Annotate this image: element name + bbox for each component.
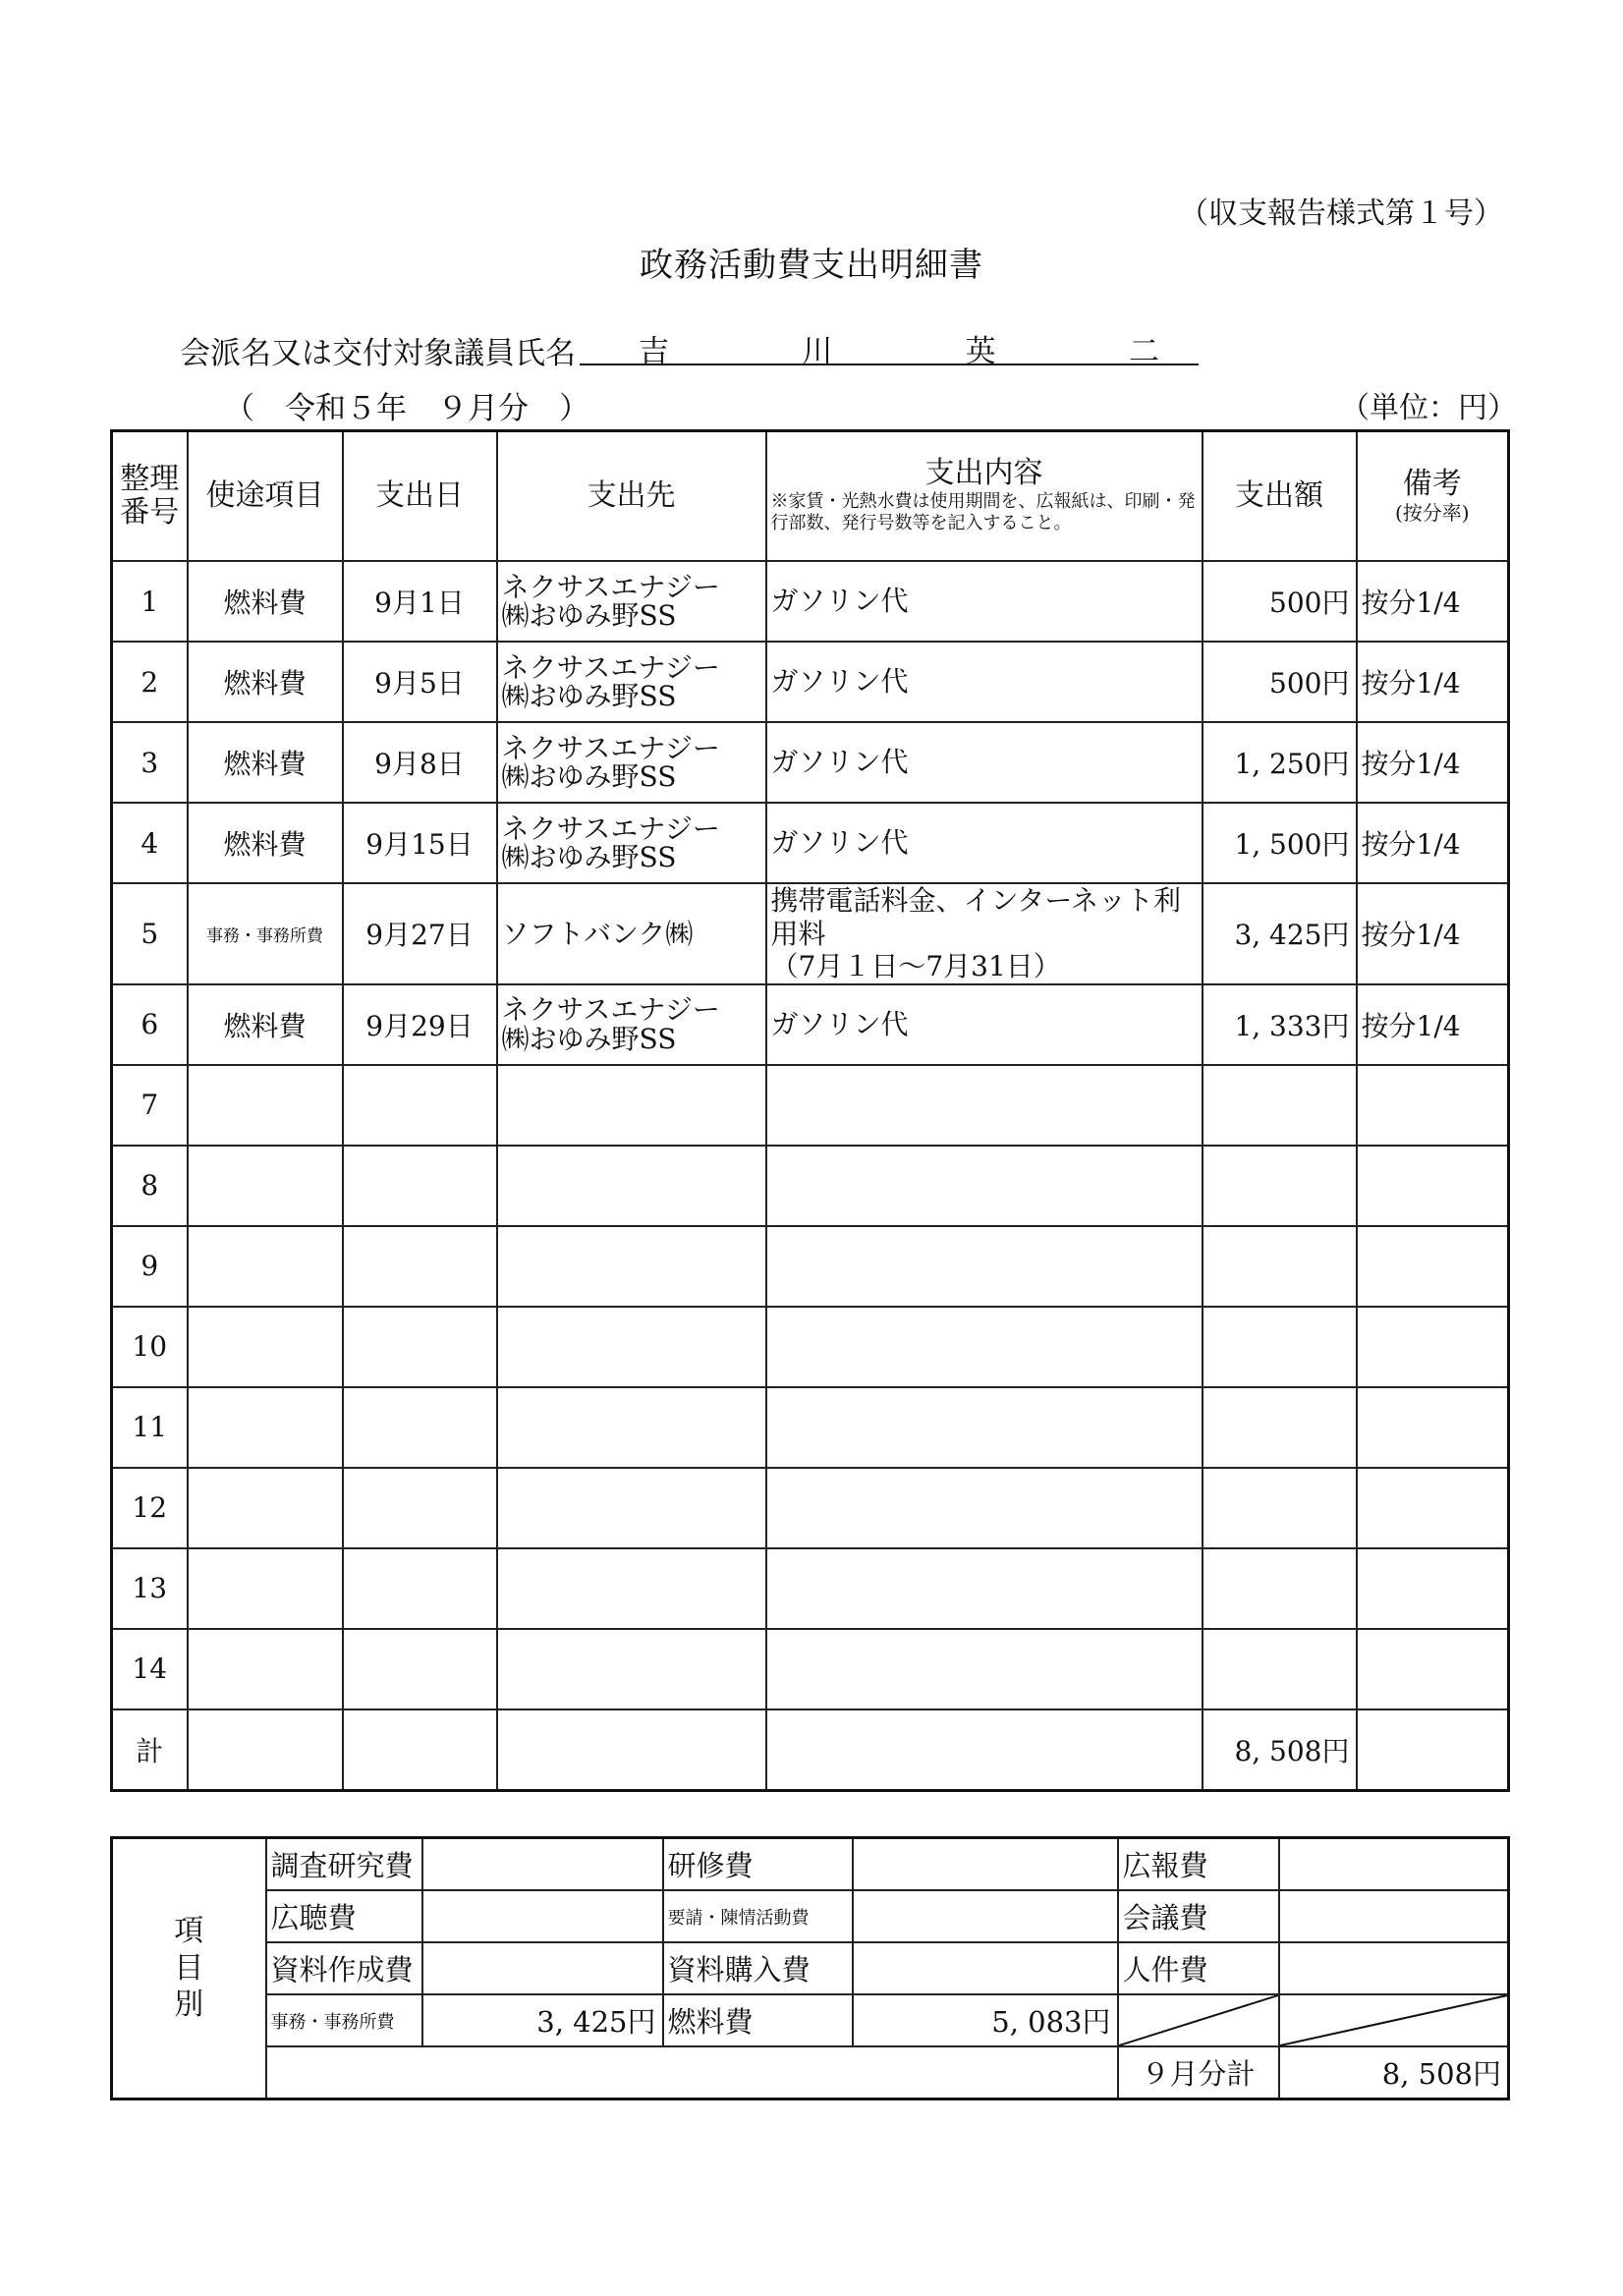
table-row: [112, 561, 1509, 642]
row-note: [1357, 1468, 1509, 1548]
row-note: 按分1/4: [1357, 883, 1509, 984]
research-value: [422, 1838, 663, 1891]
row-date: 9月1日: [343, 561, 497, 642]
row-description: [766, 883, 1203, 984]
row-category: [188, 1226, 343, 1307]
row-date: [343, 1548, 497, 1629]
header-description-title: 支出内容: [924, 456, 1043, 491]
row-amount: [1203, 1307, 1357, 1387]
member-name-char: 二: [1128, 334, 1159, 369]
row-description: [766, 561, 1203, 642]
header-description: [766, 431, 1203, 562]
row-date: [343, 1387, 497, 1468]
expense-table: [110, 429, 1510, 1792]
publicity-value: [1279, 1838, 1509, 1891]
empty-cell: [343, 1709, 497, 1791]
row-note: 按分1/4: [1357, 642, 1509, 722]
unit-label: （単位：円）: [1340, 391, 1517, 425]
table-row: [112, 1548, 1509, 1629]
row-amount: [1203, 1548, 1357, 1629]
table-row: [112, 1146, 1509, 1226]
form-number: （収支報告様式第１号）: [1179, 196, 1503, 231]
header-description-note: ※家賃・光熱水費は使用期間を、広報紙は、印刷・発行部数、発行号数等を記入すること。: [770, 490, 1196, 534]
row-description: [766, 1065, 1203, 1146]
side-char: 目: [174, 1950, 204, 1986]
empty-cell: [1357, 1709, 1509, 1791]
side-char: 項: [174, 1914, 204, 1949]
table-header-row: [112, 431, 1509, 562]
row-category: [188, 1307, 343, 1387]
row-date: 9月5日: [343, 642, 497, 722]
row-note: 按分1/4: [1357, 722, 1509, 803]
empty-cell: [188, 1709, 343, 1791]
row-no: 7: [112, 1065, 188, 1146]
row-note: [1357, 1629, 1509, 1709]
document-title: 政務活動費支出明細書: [640, 246, 983, 285]
total-label: 計: [112, 1709, 188, 1791]
description-line-2: （7月１日～7月31日）: [770, 950, 1061, 983]
row-note: [1357, 1387, 1509, 1468]
row-category: 燃料費: [188, 722, 343, 803]
hearing-label: 広聴費: [266, 1890, 422, 1942]
summary-blank: [266, 2046, 1118, 2100]
row-date: [343, 1629, 497, 1709]
row-no: 6: [112, 984, 188, 1065]
member-name-char: 英: [965, 334, 996, 369]
meeting-label: 会議費: [1118, 1890, 1279, 1942]
row-payee: [497, 561, 766, 642]
table-row: [112, 984, 1509, 1065]
row-payee: [497, 642, 766, 722]
row-amount: 3, 425円: [1203, 883, 1357, 984]
row-date: [343, 1468, 497, 1548]
row-description: [766, 1468, 1203, 1548]
row-payee: [497, 1307, 766, 1387]
row-no: 10: [112, 1307, 188, 1387]
row-amount: 1, 250円: [1203, 722, 1357, 803]
row-description: [766, 1548, 1203, 1629]
row-amount: 500円: [1203, 642, 1357, 722]
table-row: [112, 1226, 1509, 1307]
row-amount: 1, 500円: [1203, 803, 1357, 883]
table-row: [112, 883, 1509, 984]
row-note: 按分1/4: [1357, 803, 1509, 883]
research-label: 調査研究費: [266, 1838, 422, 1891]
row-payee: [497, 1065, 766, 1146]
fuel-label: 燃料費: [663, 1994, 853, 2046]
table-row: [112, 1065, 1509, 1146]
row-date: [343, 1226, 497, 1307]
description-line-1: 携帯電話料金、インターネット利用料: [770, 884, 1181, 950]
payee-line-2: ㈱おゆみ野SS: [501, 841, 677, 873]
row-amount: [1203, 1065, 1357, 1146]
total-row: [112, 1709, 1509, 1791]
row-description: [766, 1629, 1203, 1709]
personnel-label: 人件費: [1118, 1942, 1279, 1994]
office-value: 3, 425円: [422, 1994, 663, 2046]
row-category: [188, 1468, 343, 1548]
row-no: 9: [112, 1226, 188, 1307]
description-line-1: ガソリン代: [770, 1007, 909, 1040]
struck-cell: [1118, 1994, 1279, 2046]
row-no: 3: [112, 722, 188, 803]
office-label: 事務・事務所費: [266, 1994, 422, 2046]
row-date: 9月15日: [343, 803, 497, 883]
row-no: 2: [112, 642, 188, 722]
row-no: 13: [112, 1548, 188, 1629]
row-payee: [497, 883, 766, 984]
row-no: 1: [112, 561, 188, 642]
row-payee: [497, 1387, 766, 1468]
row-note: 按分1/4: [1357, 561, 1509, 642]
row-category: 燃料費: [188, 642, 343, 722]
header-note: [1357, 431, 1509, 562]
table-row: [112, 1629, 1509, 1709]
member-name: [580, 326, 1199, 369]
materials-purchase-label: 資料購入費: [663, 1942, 853, 1994]
table-row: [112, 1468, 1509, 1548]
payee-line-1: ネクサスエナジー: [501, 650, 720, 684]
row-date: 9月8日: [343, 722, 497, 803]
row-category: [188, 1548, 343, 1629]
row-no: 5: [112, 883, 188, 984]
table-row: [112, 1387, 1509, 1468]
row-no: 8: [112, 1146, 188, 1226]
row-date: 9月29日: [343, 984, 497, 1065]
header-note-title: 備考: [1402, 467, 1462, 502]
row-payee: [497, 1226, 766, 1307]
side-char: 別: [174, 1988, 204, 2023]
total-amount: 8, 508円: [1203, 1709, 1357, 1791]
row-amount: [1203, 1468, 1357, 1548]
header-date: 支出日: [343, 431, 497, 562]
payee-line-1: ネクサスエナジー: [501, 570, 720, 603]
materials-purchase-value: [853, 1942, 1118, 1994]
row-category: 燃料費: [188, 803, 343, 883]
row-amount: 1, 333円: [1203, 984, 1357, 1065]
row-description: [766, 1146, 1203, 1226]
row-note: [1357, 1307, 1509, 1387]
description-line-1: ガソリン代: [770, 585, 909, 618]
petition-label: 要請・陳情活動費: [663, 1890, 853, 1942]
row-date: [343, 1146, 497, 1226]
payee-line-1: ネクサスエナジー: [501, 731, 720, 764]
row-category: [188, 1065, 343, 1146]
header-payee: 支出先: [497, 431, 766, 562]
payee-line-1: ネクサスエナジー: [501, 812, 720, 845]
payee-line-2: ㈱おゆみ野SS: [501, 680, 677, 712]
table-row: [112, 642, 1509, 722]
description-line-1: ガソリン代: [770, 746, 909, 779]
row-amount: 500円: [1203, 561, 1357, 642]
row-payee: [497, 1146, 766, 1226]
row-category: 事務・事務所費: [188, 883, 343, 984]
row-payee: [497, 1548, 766, 1629]
hearing-value: [422, 1890, 663, 1942]
row-amount: [1203, 1387, 1357, 1468]
payee-line-2: ㈱おゆみ野SS: [501, 760, 677, 793]
row-note: [1357, 1226, 1509, 1307]
month-total-label: ９月分計: [1118, 2046, 1279, 2100]
payee-line-1: ネクサスエナジー: [501, 993, 720, 1027]
empty-cell: [766, 1709, 1203, 1791]
row-description: [766, 984, 1203, 1065]
row-category: 燃料費: [188, 984, 343, 1065]
row-description: [766, 1307, 1203, 1387]
description-line-1: ガソリン代: [770, 665, 909, 699]
row-description: [766, 642, 1203, 722]
member-name-char: 吉: [639, 334, 669, 369]
row-payee: [497, 984, 766, 1065]
header-no: 整理番号: [112, 431, 188, 562]
row-description: [766, 722, 1203, 803]
row-date: [343, 1307, 497, 1387]
row-category: 燃料費: [188, 561, 343, 642]
materials-making-value: [422, 1942, 663, 1994]
payee-line-2: ㈱おゆみ野SS: [501, 599, 677, 632]
payee-line-1: ソフトバンク㈱: [501, 917, 694, 950]
row-description: [766, 803, 1203, 883]
summary-side-label: [112, 1838, 266, 2100]
row-no: 4: [112, 803, 188, 883]
row-note: [1357, 1146, 1509, 1226]
table-row: [112, 722, 1509, 803]
category-summary-table: [110, 1836, 1510, 2100]
member-name-char: 川: [802, 334, 833, 369]
materials-making-label: 資料作成費: [266, 1942, 422, 1994]
empty-cell: [497, 1709, 766, 1791]
row-no: 12: [112, 1468, 188, 1548]
personnel-value: [1279, 1942, 1509, 1994]
table-row: [112, 803, 1509, 883]
fuel-value: 5, 083円: [853, 1994, 1118, 2046]
meeting-value: [1279, 1890, 1509, 1942]
row-payee: [497, 1468, 766, 1548]
row-no: 11: [112, 1387, 188, 1468]
row-category: [188, 1146, 343, 1226]
row-note: [1357, 1548, 1509, 1629]
row-category: [188, 1387, 343, 1468]
row-payee: [497, 1629, 766, 1709]
training-label: 研修費: [663, 1838, 853, 1891]
table-row: [112, 1307, 1509, 1387]
row-description: [766, 1226, 1203, 1307]
row-description: [766, 1387, 1203, 1468]
petition-value: [853, 1890, 1118, 1942]
month-total-value: 8, 508円: [1279, 2046, 1509, 2100]
period: （ 令和５年 ９月分 ）: [224, 391, 589, 426]
row-note: 按分1/4: [1357, 984, 1509, 1065]
row-amount: [1203, 1146, 1357, 1226]
row-amount: [1203, 1629, 1357, 1709]
description-line-1: ガソリン代: [770, 826, 909, 860]
row-payee: [497, 722, 766, 803]
header-note-sub: (按分率): [1394, 500, 1470, 525]
row-amount: [1203, 1226, 1357, 1307]
publicity-label: 広報費: [1118, 1838, 1279, 1891]
header-category: 使途項目: [188, 431, 343, 562]
row-payee: [497, 803, 766, 883]
header-amount: 支出額: [1203, 431, 1357, 562]
row-no: 14: [112, 1629, 188, 1709]
row-category: [188, 1629, 343, 1709]
member-label: 会派名又は交付対象議員氏名: [180, 336, 576, 371]
row-date: [343, 1065, 497, 1146]
struck-cell: [1279, 1994, 1509, 2046]
row-date: 9月27日: [343, 883, 497, 984]
training-value: [853, 1838, 1118, 1891]
payee-line-2: ㈱おゆみ野SS: [501, 1022, 677, 1055]
row-note: [1357, 1065, 1509, 1146]
